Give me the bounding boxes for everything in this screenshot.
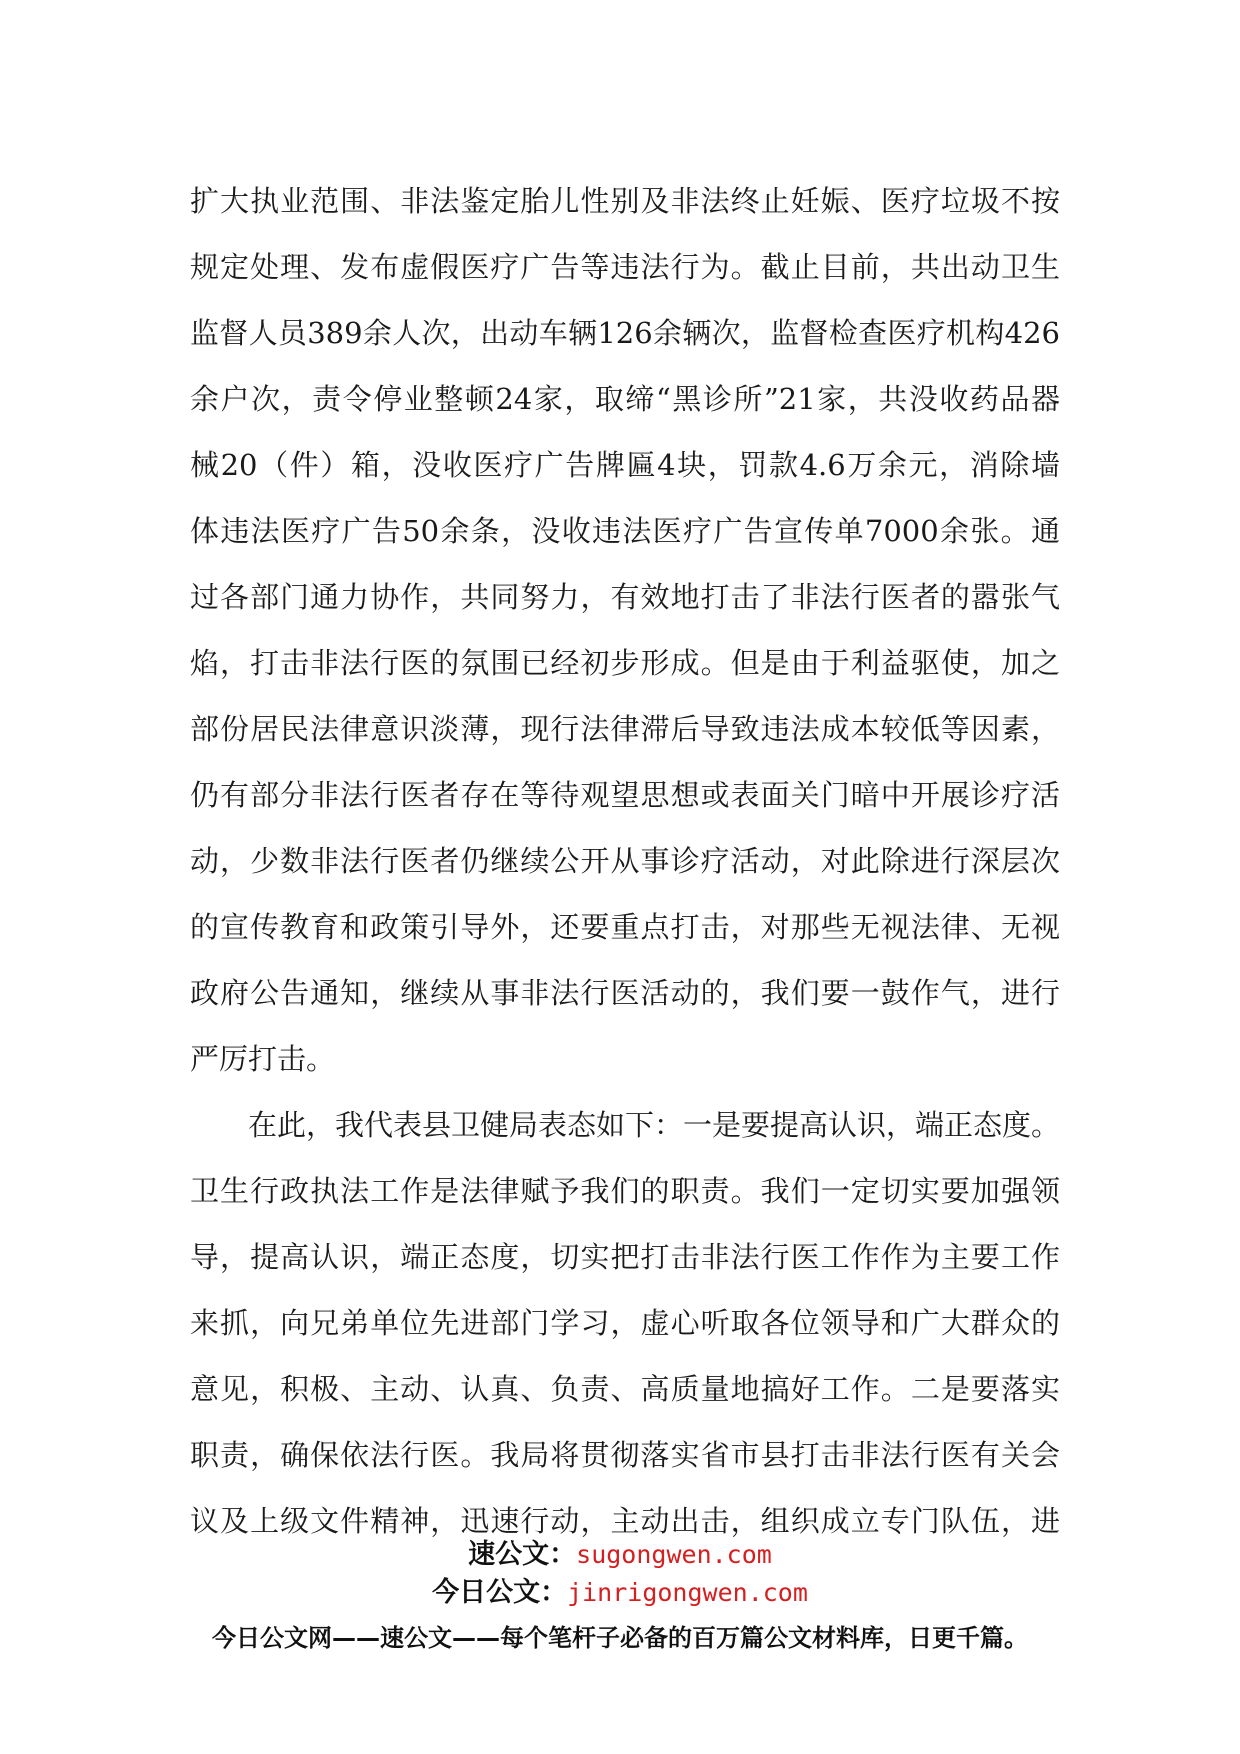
text-line: 扩大执业范围、非法鉴定胎儿性别及非法终止妊娠、医疗垃圾不按 [190, 184, 1060, 218]
page-footer [0, 1536, 1240, 1658]
text-line: 过各部门通力协作，共同努力，有效地打击了非法行医者的嚣张气 [190, 580, 1060, 614]
text-line: 来抓，向兄弟单位先进部门学习，虚心听取各位领导和广大群众的 [190, 1306, 1060, 1340]
text-line: 在此，我代表县卫健局表态如下：一是要提高认识，端正态度。 [248, 1108, 1060, 1142]
footer-site-line-1 [0, 1536, 1240, 1574]
text-line: 体违法医疗广告50余条，没收违法医疗广告宣传单7000余张。通 [190, 514, 1060, 548]
footer-site-line-2 [0, 1574, 1240, 1612]
text-line: 政府公告通知，继续从事非法行医活动的，我们要一鼓作气，进行 [190, 976, 1060, 1010]
text-line: 监督人员389余人次，出动车辆126余辆次，监督检查医疗机构426 [190, 316, 1060, 350]
text-line: 议及上级文件精神，迅速行动，主动出击，组织成立专门队伍，进 [190, 1504, 1060, 1538]
text-line: 意见，积极、主动、认真、负责、高质量地搞好工作。二是要落实 [190, 1372, 1060, 1406]
text-line: 动，少数非法行医者仍继续公开从事诊疗活动，对此除进行深层次 [190, 844, 1060, 878]
footer-site-label: 今日公文： [432, 1577, 568, 1608]
text-line: 焰，打击非法行医的氛围已经初步形成。但是由于利益驱使，加之 [190, 646, 1060, 680]
text-line: 卫生行政执法工作是法律赋予我们的职责。我们一定切实要加强领 [190, 1174, 1060, 1208]
text-line: 仍有部分非法行医者存在等待观望思想或表面关门暗中开展诊疗活 [190, 778, 1060, 812]
text-line: 部份居民法律意识淡薄，现行法律滞后导致违法成本较低等因素， [190, 712, 1060, 746]
footer-site-label: 速公文： [468, 1539, 577, 1570]
footer-site-link[interactable]: jinrigongwen.com [567, 1578, 808, 1607]
footer-site-link[interactable]: sugongwen.com [576, 1540, 772, 1569]
text-line: 余户次，责令停业整顿24家，取缔“黑诊所”21家，共没收药品器 [190, 382, 1060, 416]
document-body [190, 168, 1060, 1554]
text-line: 规定处理、发布虚假医疗广告等违法行为。截止目前，共出动卫生 [190, 250, 1060, 284]
footer-slogan: 今日公文网——速公文——每个笔杆子必备的百万篇公文材料库，日更千篇。 [212, 1624, 1028, 1652]
text-line: 导，提高认识，端正态度，切实把打击非法行医工作作为主要工作 [190, 1240, 1060, 1274]
text-line: 严厉打击。 [190, 1042, 336, 1076]
text-line: 械20（件）箱，没收医疗广告牌匾4块，罚款4.6万余元，消除墙 [190, 448, 1060, 482]
text-line: 职责，确保依法行医。我局将贯彻落实省市县打击非法行医有关会 [190, 1438, 1060, 1472]
text-line: 的宣传教育和政策引导外，还要重点打击，对那些无视法律、无视 [190, 910, 1060, 944]
